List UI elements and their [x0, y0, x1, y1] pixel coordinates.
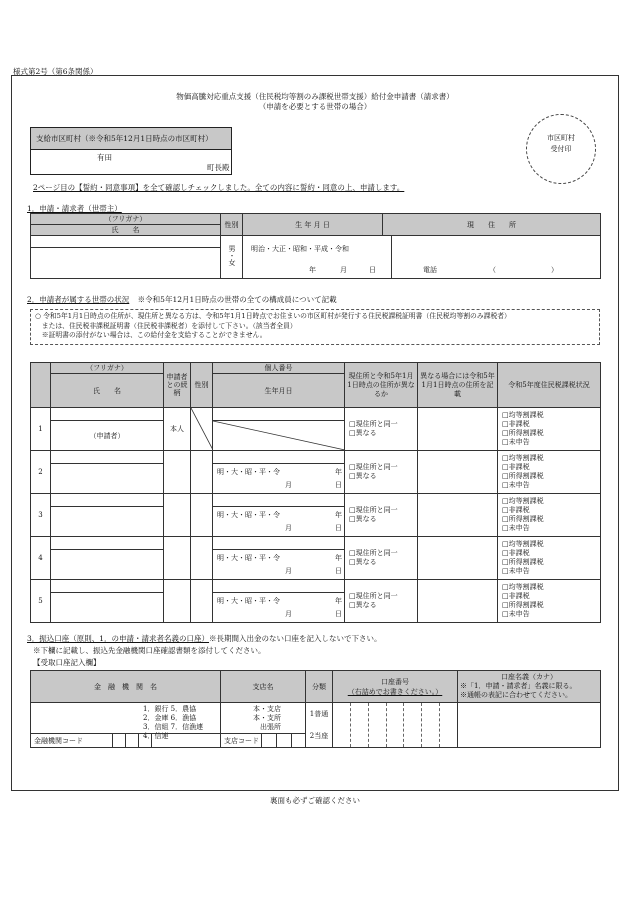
personal-no-header: 個人番号 [213, 363, 345, 374]
household-row [31, 537, 601, 550]
row-number: 1 [31, 408, 51, 451]
municipality-suffix: 町長殿 [207, 163, 230, 172]
addr-option[interactable]: □現住所と同一 [349, 592, 398, 600]
addr-option[interactable]: □現住所と同一 [349, 506, 398, 514]
bank-code-label: 金融機関コード [31, 734, 113, 748]
member-addr-prev[interactable] [418, 537, 498, 580]
household-name-header: 氏 名 [51, 374, 164, 408]
tax-status-header: 令和5年度住民税課税状況 [498, 363, 601, 408]
tax-option[interactable]: □未申告 [502, 567, 530, 575]
holder-note1: ※「1．申請・請求者」名義に限る。 [460, 682, 577, 690]
member-addr-diff[interactable] [345, 451, 418, 494]
tax-option[interactable]: □非課税 [502, 506, 530, 514]
branch-code-label: 支店コード [224, 737, 259, 745]
branch-type-option[interactable]: 本・支所 [253, 714, 281, 722]
diagonal-strike [213, 421, 345, 450]
consent-statement: 2ページ目の【誓約・同意事項】を全て確認しチェックしました。全ての内容に誓約・同意の上、申請します。 [33, 183, 405, 192]
bank-type-option[interactable]: 1．銀行 5．農協 [143, 705, 197, 713]
member-sex[interactable] [191, 451, 213, 494]
applicant-birth-address-cell[interactable] [243, 236, 601, 279]
member-name-text: （申請者） [89, 431, 125, 440]
bank-code-digit[interactable] [126, 734, 139, 748]
birth-day-label: 日 [335, 567, 342, 575]
section3-title: 3．振込口座（原則、1．の申請・請求者名義の口座） [27, 634, 210, 643]
member-birthdate[interactable] [213, 421, 345, 451]
municipality-box [30, 127, 232, 175]
phone-paren-close: ） [551, 266, 558, 274]
tax-option[interactable]: □非課税 [502, 420, 530, 428]
member-birthdate[interactable] [213, 593, 345, 623]
household-table [30, 362, 601, 623]
holder-header [458, 671, 601, 703]
type-header: 分類 [306, 671, 333, 703]
section3-title-row [27, 633, 382, 644]
bank-code-row [31, 733, 221, 748]
tax-option[interactable]: □所得割課税 [502, 515, 544, 523]
account-no-header [333, 671, 458, 703]
birth-year-label: 年 [335, 468, 342, 476]
addr-prev-header: 異なる場合には令和5年1月1日時点の住所を記載 [418, 363, 498, 408]
addr-option[interactable]: □現住所と同一 [349, 463, 398, 471]
tax-option[interactable]: □均等割課税 [502, 583, 544, 591]
household-furigana-header: （フリガナ） [51, 363, 164, 374]
form-title: 物価高騰対応重点支援（住民税均等割のみ課税世帯支援）給付金申請書（請求書） [176, 92, 454, 101]
applicant-phone-label: 電話 [423, 266, 437, 274]
birth-day-label: 日 [335, 610, 342, 618]
birth-day-label: 日 [335, 481, 342, 489]
tax-option[interactable]: □所得割課税 [502, 429, 544, 437]
member-name-input[interactable] [51, 421, 164, 451]
tax-option[interactable]: □未申告 [502, 610, 530, 618]
household-row [31, 408, 601, 421]
bank-name-cell[interactable] [31, 703, 221, 748]
member-furigana-input[interactable] [51, 408, 164, 421]
addr-option[interactable]: □異なる [349, 515, 377, 523]
section2-title-row [27, 294, 337, 305]
member-furigana-input[interactable] [51, 451, 164, 464]
member-relation[interactable] [164, 451, 191, 494]
member-addr-diff[interactable] [345, 408, 418, 451]
holder-note2: ※通帳の表記に合わせてください。 [460, 691, 572, 699]
account-digit[interactable] [440, 703, 457, 747]
account-digit[interactable] [369, 703, 387, 747]
branch-code-row [221, 733, 306, 748]
member-name-input[interactable] [51, 464, 164, 494]
member-addr-diff[interactable] [345, 494, 418, 537]
member-name-input[interactable] [51, 550, 164, 580]
tax-option[interactable]: □未申告 [502, 524, 530, 532]
relation-text: 本人 [170, 425, 184, 433]
household-no-header [31, 363, 51, 408]
member-addr-prev[interactable] [418, 451, 498, 494]
bank-table [30, 670, 601, 748]
tax-option[interactable]: □均等割課税 [502, 540, 544, 548]
applicant-year-label: 年 [309, 266, 316, 274]
account-digit[interactable] [422, 703, 440, 747]
account-box-label: 【受取口座記入欄】 [33, 658, 101, 667]
member-personal-no[interactable] [213, 408, 345, 421]
member-name-input[interactable] [51, 593, 164, 623]
member-relation[interactable] [164, 408, 191, 451]
note-line3: ※証明書の添付がない場合は、この給付金を支給することができません。 [35, 331, 267, 339]
account-digit[interactable] [351, 703, 369, 747]
member-personal-no[interactable] [213, 451, 345, 464]
addr-option[interactable]: □現住所と同一 [349, 420, 398, 428]
form-subtitle: （申請を必要とする世帯の場合） [258, 102, 372, 111]
member-tax-status[interactable] [498, 494, 601, 537]
applicant-furigana-input[interactable] [31, 236, 221, 248]
birth-year-label: 年 [335, 554, 342, 562]
addr-diff-header: 現住所と令和5年1月1日時点の住所が異なるか [345, 363, 418, 408]
member-relation[interactable] [164, 537, 191, 580]
applicant-name-header: 氏 名 [31, 225, 221, 236]
section2-note: ※令和5年12月1日時点の世帯の全ての構成員について記載 [137, 295, 337, 304]
municipality-header: 支給市区町村（※令和5年12月1日時点の市区町村） [31, 128, 231, 150]
footer-note: 裏面も必ずご確認ください [270, 796, 360, 805]
bank-code-digit[interactable] [139, 734, 152, 748]
birth-year-label: 年 [335, 597, 342, 605]
household-row [31, 494, 601, 507]
row-number: 2 [31, 451, 51, 494]
section3-subnote: ※下欄に記載し、振込先金融機関口座確認書類を添付してください。 [33, 646, 266, 655]
member-sex[interactable] [191, 537, 213, 580]
birth-eras: 明・大・昭・平・令 [217, 597, 280, 605]
sex-options-text: 男・女 [228, 245, 236, 266]
certificate-note [30, 309, 600, 345]
birth-year-label: 年 [335, 511, 342, 519]
branch-name-cell[interactable] [221, 703, 306, 748]
birth-day-label: 日 [335, 524, 342, 532]
applicant-birth-header: 生 年 月 日 [243, 214, 383, 236]
applicant-address-header: 現 住 所 [383, 214, 601, 236]
applicant-eras: 明治・大正・昭和・平成・令和 [251, 245, 349, 253]
account-digit[interactable] [387, 703, 405, 747]
member-birthdate[interactable] [213, 507, 345, 537]
household-row [31, 580, 601, 593]
tax-option[interactable]: □均等割課税 [502, 411, 544, 419]
tax-option[interactable]: □均等割課税 [502, 454, 544, 462]
birth-eras: 明・大・昭・平・令 [217, 554, 280, 562]
bank-type-option[interactable]: 2．金庫 6．漁協 [143, 714, 197, 722]
phone-paren-open: （ [489, 266, 496, 274]
member-sex[interactable] [191, 494, 213, 537]
account-number-cell[interactable] [333, 703, 458, 748]
branch-type-options[interactable] [253, 705, 281, 732]
applicant-day-label: 日 [369, 266, 376, 274]
addr-option[interactable]: □異なる [349, 429, 377, 437]
account-holder-cell[interactable] [458, 703, 601, 748]
branch-code-digit[interactable] [291, 734, 305, 748]
addr-option[interactable]: □現住所と同一 [349, 549, 398, 557]
member-addr-prev[interactable] [418, 408, 498, 451]
bank-code-digit[interactable] [113, 734, 126, 748]
section3-note: ※長期間入出金のない口座を記入しないで下さい。 [209, 634, 382, 643]
tax-option[interactable]: □所得割課税 [502, 472, 544, 480]
member-personal-no[interactable] [213, 494, 345, 507]
bank-type-option[interactable]: 4．信連 [143, 732, 169, 740]
branch-type-option[interactable]: 出張所 [260, 723, 281, 731]
branch-code-digit[interactable] [261, 734, 276, 748]
member-sex[interactable] [191, 408, 213, 451]
tax-option[interactable]: □所得割課税 [502, 558, 544, 566]
applicant-month-label: 月 [340, 266, 347, 274]
member-personal-no[interactable] [213, 580, 345, 593]
bank-header: 金 融 機 関 名 [31, 671, 221, 703]
tax-option[interactable]: □非課税 [502, 592, 530, 600]
birth-month-label: 月 [285, 524, 292, 532]
member-furigana-input[interactable] [51, 580, 164, 593]
birth-eras: 明・大・昭・平・令 [217, 468, 280, 476]
tax-option[interactable]: □未申告 [502, 438, 530, 446]
member-furigana-input[interactable] [51, 537, 164, 550]
applicant-table [30, 213, 601, 279]
member-furigana-input[interactable] [51, 494, 164, 507]
row-number: 3 [31, 494, 51, 537]
stamp-line1: 市区町村 [547, 134, 575, 142]
sex-strike [191, 408, 213, 450]
applicant-name-input[interactable] [31, 248, 221, 279]
member-tax-status[interactable] [498, 451, 601, 494]
addr-option[interactable]: □異なる [349, 558, 377, 566]
section2-title: 2．申請者が属する世帯の状況 [27, 295, 130, 304]
household-birth-header: 生年月日 [213, 374, 345, 408]
form-id: 様式第2号（第6条関係） [13, 67, 98, 76]
member-name-input[interactable] [51, 507, 164, 537]
stamp-line2: 受付印 [550, 145, 572, 153]
bank-type-option[interactable]: 3．信組 7．信漁連 [143, 723, 204, 731]
member-birthdate[interactable] [213, 550, 345, 580]
account-digit[interactable] [404, 703, 422, 747]
addr-option[interactable]: □異なる [349, 472, 377, 480]
applicant-furigana-header: （フリガナ） [31, 214, 221, 225]
household-sex-header: 性別 [191, 363, 213, 408]
member-addr-diff[interactable] [345, 537, 418, 580]
account-no-title: 口座番号 [381, 677, 409, 686]
reception-stamp-area [526, 114, 596, 184]
member-sex[interactable] [191, 580, 213, 623]
birth-month-label: 月 [285, 567, 292, 575]
member-tax-status[interactable] [498, 408, 601, 451]
bank-code-digit[interactable] [152, 734, 164, 748]
birth-month-label: 月 [285, 481, 292, 489]
member-addr-diff[interactable] [345, 580, 418, 623]
branch-header: 支店名 [221, 671, 306, 703]
row-number: 5 [31, 580, 51, 623]
tax-option[interactable]: □非課税 [502, 549, 530, 557]
member-birthdate[interactable] [213, 464, 345, 494]
tax-option[interactable]: □非課税 [502, 463, 530, 471]
branch-code-digit[interactable] [276, 734, 291, 748]
member-relation[interactable] [164, 580, 191, 623]
section1-title: 1．申請・請求者（世帯主） [27, 204, 122, 213]
row-number: 4 [31, 537, 51, 580]
tax-option[interactable]: □均等割課税 [502, 497, 544, 505]
account-type-options[interactable] [306, 703, 333, 748]
note-line2: または、住民税非課税証明書（住民税非課税者）を添付して下さい。（該当者全員） [35, 321, 297, 330]
note-line1: ○ 令和5年1月1日時点の住所が、現住所と異なる方は、令和5年1月1日時点でお住まいの市区町村が発行する住民税課税証明書（住民税均等割のみ課税者） [35, 312, 511, 320]
municipality-name: 有田 [97, 153, 112, 162]
holder-title: 口座名義（カナ） [501, 673, 557, 681]
birth-eras: 明・大・昭・平・令 [217, 511, 280, 519]
branch-type-option[interactable]: 本・支店 [253, 705, 281, 713]
account-type-option[interactable]: 2当座 [309, 732, 329, 740]
account-digit[interactable] [333, 703, 351, 747]
member-tax-status[interactable] [498, 537, 601, 580]
member-relation[interactable] [164, 494, 191, 537]
member-tax-status[interactable] [498, 580, 601, 623]
member-personal-no[interactable] [213, 537, 345, 550]
applicant-sex-options[interactable] [221, 236, 243, 279]
member-addr-prev[interactable] [418, 580, 498, 623]
relation-header: 申請者との続柄 [164, 363, 191, 408]
tax-option[interactable]: □所得割課税 [502, 601, 544, 609]
birth-month-label: 月 [285, 610, 292, 618]
member-addr-prev[interactable] [418, 494, 498, 537]
account-no-note: （右詰めでお書きください。） [347, 687, 443, 696]
household-row [31, 451, 601, 464]
account-type-option[interactable]: 1普通 [309, 710, 329, 718]
applicant-sex-header: 性別 [221, 214, 243, 236]
tax-option[interactable]: □未申告 [502, 481, 530, 489]
addr-option[interactable]: □異なる [349, 601, 377, 609]
